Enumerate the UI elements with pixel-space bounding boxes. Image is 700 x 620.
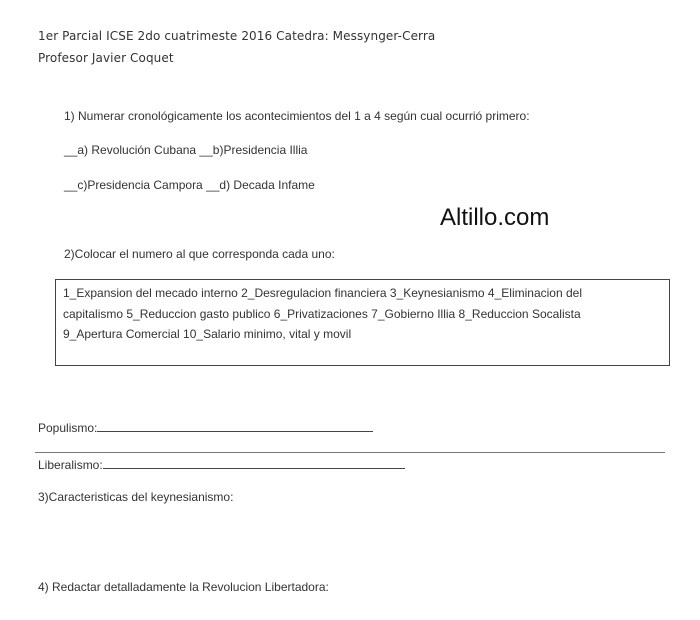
liberalismo-answer-line[interactable] <box>103 457 405 469</box>
question-1-prompt: 1) Numerar cronológicamente los acontecimientos del 1 a 4 según cual ocurrió primero: <box>64 109 530 123</box>
liberalismo-row <box>38 457 405 472</box>
liberalismo-label: Liberalismo: <box>38 458 103 472</box>
options-list <box>63 283 663 345</box>
exam-header-title: 1er Parcial ICSE 2do cuatrimeste 2016 Catedra: Messynger-Cerra <box>38 29 436 43</box>
options-box <box>55 279 670 366</box>
question-4-prompt: 4) Redactar detalladamente la Revolucion Libertadora: <box>38 580 329 594</box>
question-1-row-1: __a) Revolución Cubana __b)Presidencia Illia <box>64 143 308 157</box>
populismo-label: Populismo: <box>38 421 98 435</box>
options-line-2: capitalismo 5_Reduccion gasto publico 6_Privatizaciones 7_Gobierno Illia 8_Reduccion Socalista <box>63 306 581 321</box>
options-line-1: 1_Expansion del mecado interno 2_Desregulacion financiera 3_Keynesianismo 4_Eliminacion del <box>63 286 582 300</box>
options-line-3: 9_Apertura Comercial 10_Salario minimo, vital y movil <box>63 327 352 341</box>
divider-line <box>35 452 665 453</box>
populismo-row <box>38 420 373 435</box>
question-1-row-2: __c)Presidencia Campora __d) Decada Infame <box>64 178 315 192</box>
watermark: Altillo.com <box>440 204 550 231</box>
exam-header-professor: Profesor Javier Coquet <box>38 51 174 65</box>
question-3-prompt: 3)Caracteristicas del keynesianismo: <box>38 490 234 504</box>
populismo-answer-line[interactable] <box>97 420 373 432</box>
question-2-prompt: 2)Colocar el numero al que corresponda cada uno: <box>64 247 335 261</box>
